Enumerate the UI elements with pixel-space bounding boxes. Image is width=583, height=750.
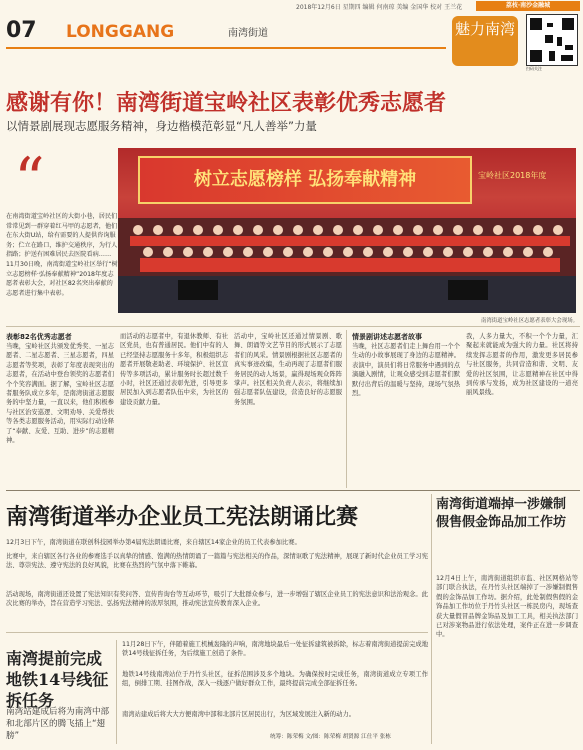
article1-intro: 在南湾街道宝岭社区的大街小巷，居民们常常见到一群穿着红马甲的志愿者，他们在东大街U站，给有需要的人提供咨询服务；伫立在路口，维护交通秩序，为行人指路；护送有困难居民去医院看病……11月30日晚，南湾街道宝岭社区举行“树立志愿榜样·弘扬奉献精神”2018年度志愿者表彰大会，对社区82名突出奉献的志愿者进行集中表彰。 [6, 213, 118, 297]
col1-text: 当晚，宝岭社区共颁发优秀奖、一星志愿者、二星志愿者、三星志愿者，四星志愿者等奖项，表彰了年度表现突出的志愿者，在活动中登台领奖的志愿者们个个笑容满面。据了解，宝岭社区志愿者服务队成立多年，是南湾街道志愿服务的中坚力量，一直以来，他们积极参与社区治安巡逻、文明劝导、关爱帮扶等各类志愿服务活动，用实际行动诠释了“奉献、友爱、互助、进步”的志愿精神。 [6, 343, 114, 445]
article3-text: 12月4日上午，南湾街道组织市监、社区网格站等部门联合执法，在丹竹头社区端掉了一涉嫌制假售假的金饰品加工作坊。据介绍，此处制假售假的金饰品加工作坊位于丹竹头社区一栋民房内，现场查获大量假冒品牌金饰品及加工工具，相关执法部门已对涉案物品进行依法处理，案件正在进一步调查中。 [436, 575, 578, 639]
divider [6, 632, 428, 633]
article3-title: 南湾街道端掉一涉嫌制假售假金饰品加工作坊 [436, 497, 567, 530]
col1-heading: 表彰82名优秀志愿者 [6, 333, 72, 341]
top-badge: 荔枝·南沙金融城 [476, 1, 580, 11]
photo-banner-sub: 宝岭社区2018年度 [478, 171, 547, 180]
article1-title: 感谢有你！南湾街道宝岭社区表彰优秀志愿者 [6, 90, 447, 116]
quote-mark-icon: “ [14, 145, 45, 215]
article1-col2: 而活动的志愿者中，有退休教师、有社区党员，也有普通居民。他们中有的人已经坚持志愿服务十多年，积极组织志愿者开展敬老助老、环境保护、社区宣传等多项活动，累计服务时长超过数千小时，社区还通过表彰先进，引导更多居民加入到志愿者队伍中来，为社区的建设贡献力量。 [120, 333, 228, 406]
section-divider [6, 490, 580, 491]
crowd-graphic [118, 218, 576, 313]
article2-text1: 比赛中，来自辖区各行各业的参赛选手以真挚的情感、饱满的热情朗诵了一篇篇与宪法相关的作品，深情讴歌了宪法精神，展现了新时代企业员工学习宪法、尊崇宪法、遵守宪法的良好风貌，比赛在热烈的气氛中落下帷幕。 [6, 553, 428, 570]
article2-lead: 12月3日下午，南湾街道在联创科技园举办第4届宪法朗诵比赛，来自辖区14家企业的员工代表参加比赛。 [6, 539, 301, 546]
col4-text: 当晚，社区志愿者们走上舞台用一个个生动的小故事展现了身边的志愿精神。表演中，演员们将日常服务中遇到的点滴融入剧情，让观众感受到志愿者们默默付出背后的温暖与坚持，现场气氛热烈。 [352, 343, 460, 398]
article4-byline: 统筹：陈荣梅 文/图：陈荣梅 胡贤源 江仕平 张栋 [270, 734, 391, 740]
article4-text2: 地铁14号线南湾站位于丹竹头社区，征拆范围涉及多个地块。为确保按时完成任务，南湾街道成立专项工作组，倒排工期、挂图作战，深入一线逐户做好群众工作，最终提前完成全部征拆任务。 [122, 671, 428, 688]
issue-meta: 2018年12月6日 星期四 编辑 何南琼 美编 金国华 校对 王兰花 [296, 4, 463, 11]
article1-col4 [352, 332, 460, 487]
article4-title: 南湾提前完成地铁14号线征拆任务 [6, 649, 109, 710]
article2-text2: 活动现场，南湾街道还设置了宪法知识有奖问答、宣传咨询台等互动环节，吸引了大批群众参与，进一步增强了辖区企业员工的宪法意识和法治观念。此次比赛的举办，旨在营造学习宪法、弘扬宪法精神的浓厚氛围，推动宪法宣传教育深入企业。 [6, 591, 428, 608]
article1-col5: 我，人多力量大，不积一个个力量，汇聚起来就能成为强大的力量。社区将持续发挥志愿者的作用，激发更多居民参与社区服务，共同营造和谐、文明、友爱的社区氛围，让志愿精神在社区中得到传承与发扬，成为社区建设的一道亮丽风景线。 [466, 333, 578, 397]
article1-col3: 活动中，宝岭社区还通过情景剧、歌舞、朗诵等文艺节目的形式展示了志愿者们的风采。情景剧根据社区志愿者的真实事迹改编，生动再现了志愿者们服务居民的动人场景，赢得现场观众阵阵掌声。社区相关负责人表示，将继续加强志愿者队伍建设，营造良好的志愿服务氛围。 [234, 333, 342, 406]
column-rule [431, 494, 432, 744]
page-header [0, 12, 583, 70]
photo-banner: 树立志愿榜样 弘扬奉献精神 [138, 156, 472, 204]
section-name: LONGGANG [66, 22, 175, 42]
column-rule [346, 330, 347, 488]
column-rule [116, 640, 117, 744]
qr-code-icon [526, 14, 578, 66]
header-rule [6, 47, 446, 49]
article4-text1: 11月28日下午，伴随着施工机械轰隆的声响，南湾地块最后一处征拆建筑被拆除，标志着南湾街道提前完成地铁14号线征拆任务，为后续施工创造了条件。 [122, 641, 428, 658]
top-meta-line [0, 0, 583, 12]
article4-text3: 南湾站建成后将大大方便南湾中部和北部片区居民出行，为区域发展注入新的动力。 [122, 711, 355, 718]
column-logo: 魅力南湾 [452, 16, 518, 66]
qr-caption: 扫码关注 [526, 66, 542, 71]
event-photo [118, 148, 576, 313]
page-number: 07 [6, 18, 37, 43]
col4-heading: 情景剧讲述志愿者故事 [352, 333, 422, 341]
divider [6, 326, 580, 327]
photo-caption: 南湾街道宝岭社区志愿者表彰大会现场。 [480, 318, 578, 324]
article2-title: 南湾街道举办企业员工宪法朗诵比赛 [6, 504, 359, 530]
article1-subtitle: 以情景剧展现志愿服务精神，身边楷模范彰显“凡人善举”力量 [6, 119, 317, 133]
article4-subtitle: 南湾站建成后将为南湾中部和北部片区的腾飞插上“翅膀” [6, 707, 110, 741]
article1-col1 [6, 332, 114, 487]
district-name: 南湾街道 [228, 28, 268, 39]
